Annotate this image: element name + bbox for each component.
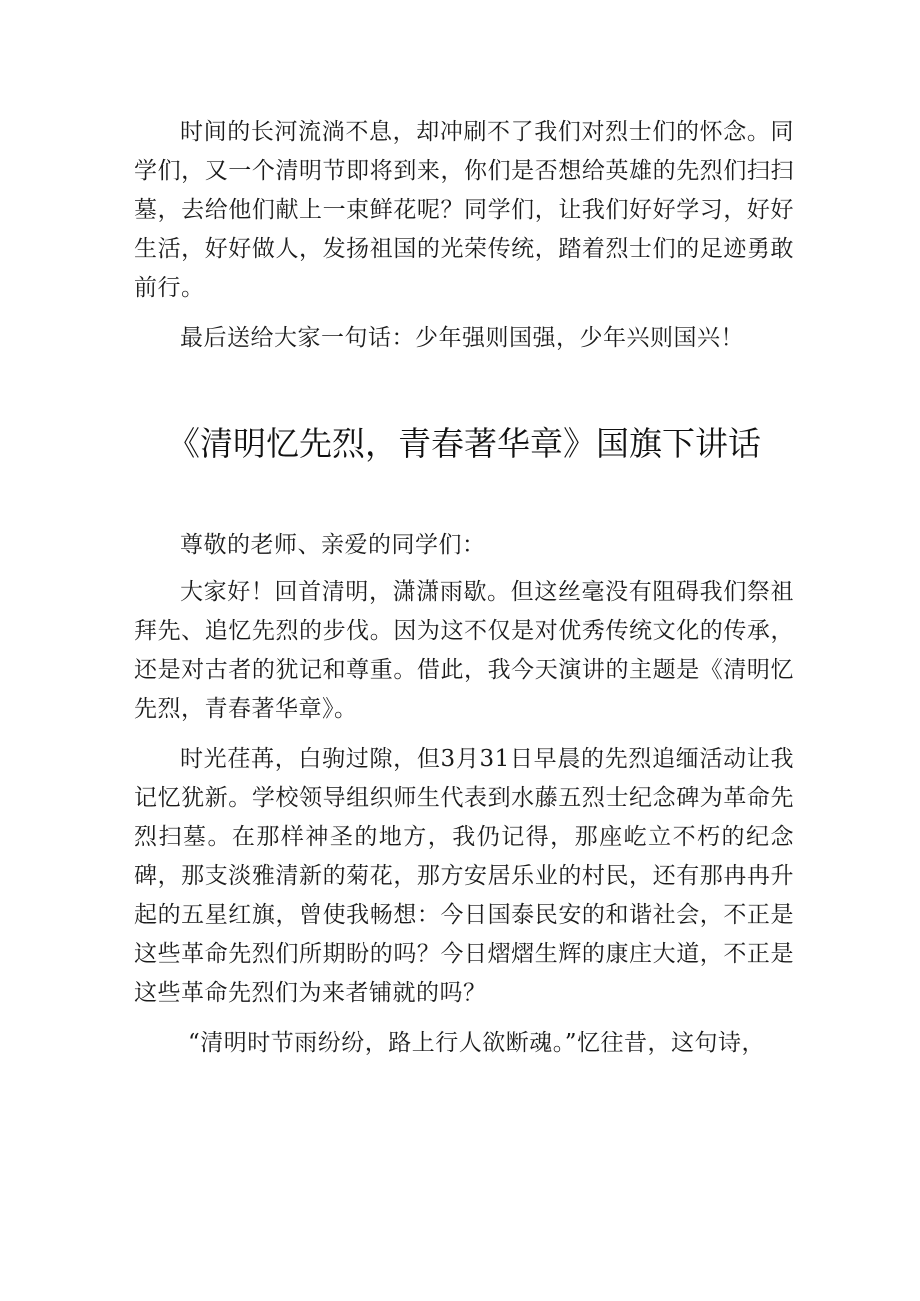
- closing-sentence: 最后送给大家一句话：少年强则国强，少年兴则国兴！: [180, 325, 744, 351]
- salutation: 尊敬的老师、亲爱的同学们：: [180, 532, 486, 558]
- document-body: [134, 113, 794, 1063]
- body-paragraph: 时光荏苒，白驹过隙，但3月31日早晨的先烈追缅活动让我记忆犹新。学校领导组织师生代表到水藤五烈士纪念碑为革命先烈扫墓。在那样神圣的地方，我仍记得，那座屹立不朽的纪念碑，那支淡雅清新的菊花，那方安居乐业的村民，还有那冉冉升起的五星红旗，曾使我畅想：今日国泰民安的和谐社会，不正是这些革命先烈们所期盼的吗？今日熠熠生辉的康庄大道，不正是这些革命先烈们为来者铺就的吗？: [134, 746, 794, 1006]
- body-paragraph: “清明时节雨纷纷，路上行人欲断魂。”忆往昔，这句诗，: [188, 1030, 766, 1056]
- body-paragraph: 大家好！回首清明，潇潇雨歇。但这丝毫没有阻碍我们祭祖拜先、追忆先烈的步伐。因为这不仅是对优秀传统文化的传承，还是对古者的犹记和尊重。借此，我今天演讲的主题是《清明忆先烈，青春著华章》。: [134, 579, 794, 722]
- speech-title: 《清明忆先烈，青春著华章》国旗下讲话: [167, 424, 761, 463]
- intro-paragraph: 时间的长河流淌不息，却冲刷不了我们对烈士们的怀念。同学们，又一个清明节即将到来，你们是否想给英雄的先烈们扫扫墓，去给他们献上一束鲜花呢？同学们，让我们好好学习，好好生活，好好做人，发扬祖国的光荣传统，踏着烈士们的足迹勇敢前行。: [134, 119, 794, 301]
